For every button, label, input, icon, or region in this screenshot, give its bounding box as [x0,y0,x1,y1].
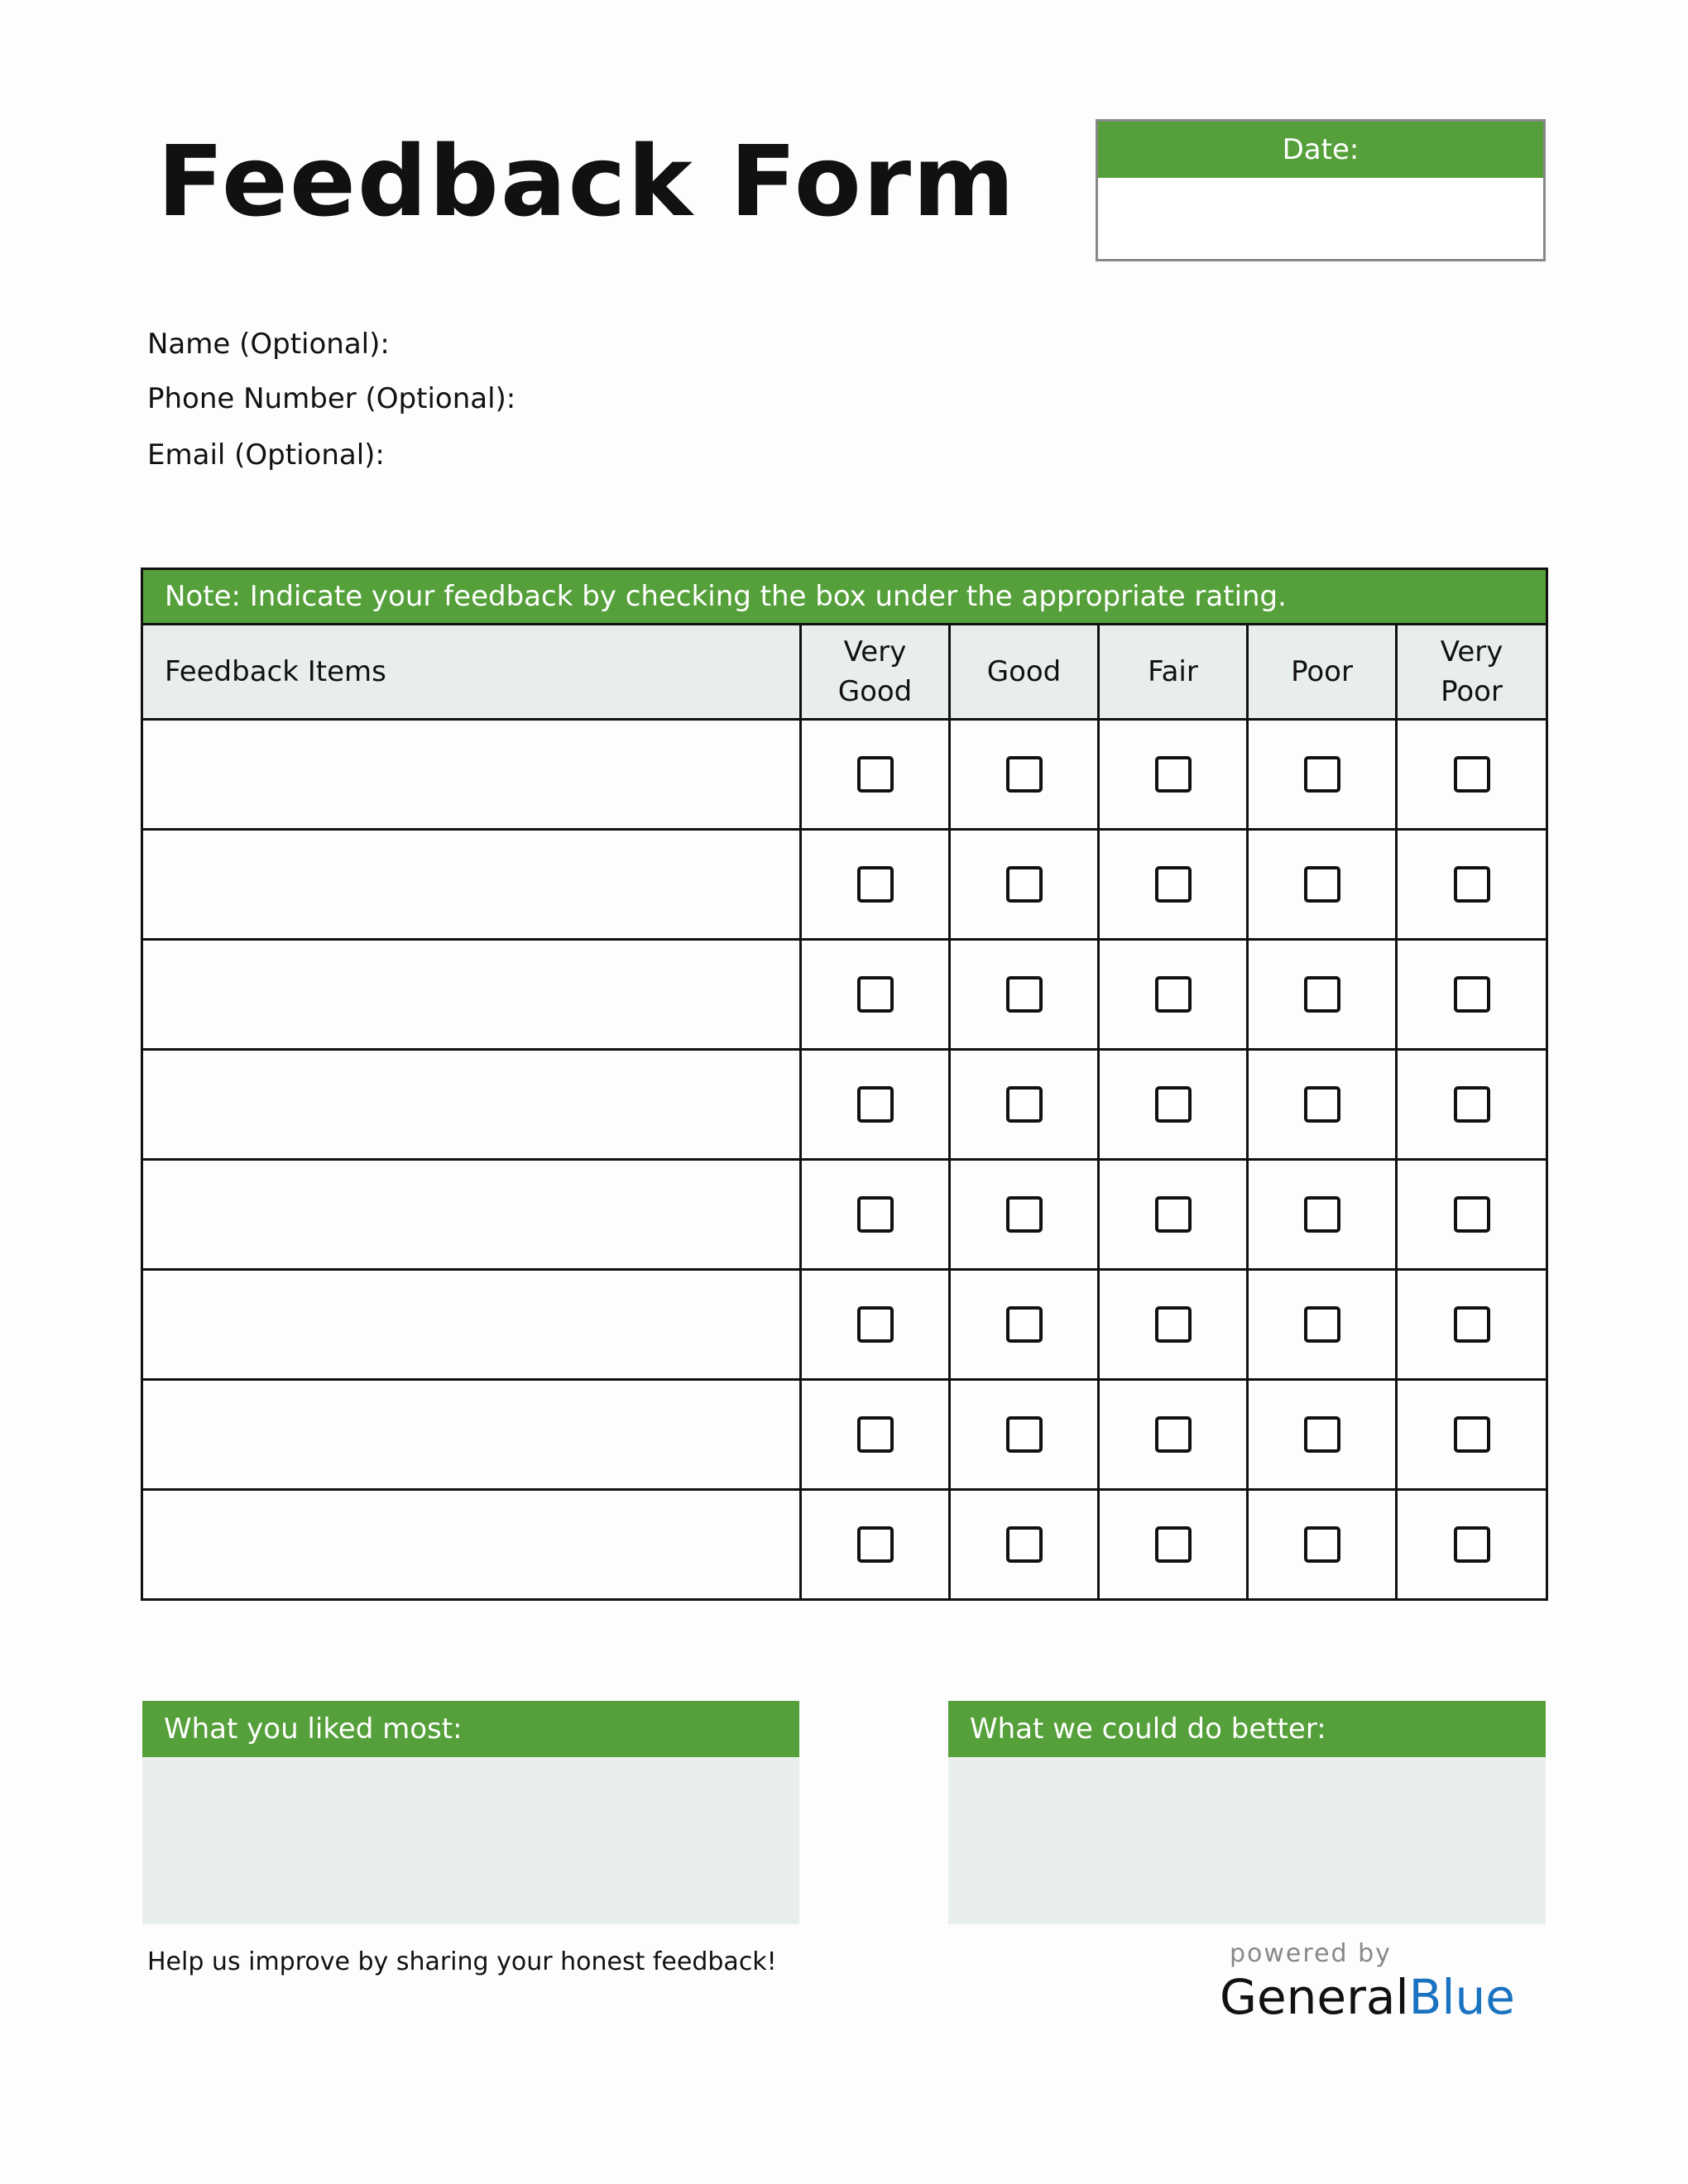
brand-blue: Blue [1408,1969,1515,2025]
checkbox-fair[interactable] [1155,1526,1192,1563]
phone-field-label: Phone Number (Optional): [147,382,516,415]
table-row [142,940,1547,1050]
rating-cell [950,830,1099,940]
feedback-item-cell[interactable] [142,940,801,1050]
rating-table [141,568,1548,1601]
rating-header-line: Good [837,675,913,708]
rating-cell [1248,1050,1397,1160]
rating-cell [950,1380,1099,1490]
checkbox-very-poor[interactable] [1454,1306,1490,1343]
checkbox-very-poor[interactable] [1454,756,1490,793]
rating-cell [801,720,950,830]
table-row [142,1490,1547,1600]
checkbox-good[interactable] [1006,1306,1043,1343]
table-note: Note: Indicate your feedback by checking the box under the appropriate rating. [142,569,1547,625]
checkbox-poor[interactable] [1304,976,1340,1013]
rating-cell [1099,830,1248,940]
rating-cell [1248,940,1397,1050]
checkbox-very-poor[interactable] [1454,1416,1490,1453]
rating-header-poor [1248,625,1397,720]
do-better-input[interactable] [948,1757,1546,1924]
rating-header-very-good [801,625,950,720]
brand-logo [1220,1969,1515,2025]
rating-cell [1248,830,1397,940]
rating-cell [1397,1490,1547,1600]
checkbox-good[interactable] [1006,1416,1043,1453]
rating-cell [801,940,950,1050]
rating-cell [1099,1050,1248,1160]
rating-header-line: Fair [1148,655,1198,688]
rating-cell [1248,1160,1397,1270]
feedback-rows [142,720,1547,1600]
rating-cell [950,1160,1099,1270]
table-row [142,1380,1547,1490]
feedback-item-cell[interactable] [142,720,801,830]
date-input-area[interactable] [1098,178,1543,259]
rating-cell [1397,1160,1547,1270]
checkbox-poor[interactable] [1304,1416,1340,1453]
rating-cell [1099,720,1248,830]
checkbox-very-good[interactable] [857,1306,894,1343]
feedback-item-cell[interactable] [142,1270,801,1380]
rating-cell [1099,1160,1248,1270]
checkbox-fair[interactable] [1155,1196,1192,1233]
feedback-item-cell[interactable] [142,1490,801,1600]
rating-cell [1248,1270,1397,1380]
checkbox-very-poor[interactable] [1454,1196,1490,1233]
liked-most-label: What you liked most: [142,1701,799,1757]
checkbox-good[interactable] [1006,1196,1043,1233]
rating-cell [1099,1380,1248,1490]
checkbox-good[interactable] [1006,976,1043,1013]
checkbox-poor[interactable] [1304,756,1340,793]
checkbox-very-good[interactable] [857,756,894,793]
rating-header-fair [1099,625,1248,720]
checkbox-fair[interactable] [1155,1086,1192,1123]
rating-header-very-poor [1397,625,1547,720]
checkbox-fair[interactable] [1155,976,1192,1013]
rating-cell [1248,1490,1397,1600]
rating-cell [801,1160,950,1270]
do-better-label: What we could do better: [948,1701,1546,1757]
checkbox-poor[interactable] [1304,1086,1340,1123]
rating-cell [1397,720,1547,830]
table-row [142,830,1547,940]
checkbox-very-good[interactable] [857,976,894,1013]
checkbox-very-good[interactable] [857,1196,894,1233]
rating-header-line: Poor [1291,655,1353,688]
checkbox-good[interactable] [1006,1526,1043,1563]
rating-cell [801,830,950,940]
checkbox-very-poor[interactable] [1454,1086,1490,1123]
rating-cell [950,1270,1099,1380]
checkbox-fair[interactable] [1155,1306,1192,1343]
rating-cell [1099,1270,1248,1380]
rating-cell [950,940,1099,1050]
feedback-items-header: Feedback Items [142,625,801,720]
checkbox-very-good[interactable] [857,1416,894,1453]
powered-by-text: powered by [1230,1939,1392,1968]
rating-cell [1397,940,1547,1050]
rating-cell [1397,1380,1547,1490]
liked-most-input[interactable] [142,1757,799,1924]
rating-cell [801,1270,950,1380]
checkbox-fair[interactable] [1155,866,1192,903]
rating-header-line: Poor [1441,675,1503,708]
rating-header-line: Very [843,635,907,668]
table-row [142,1160,1547,1270]
checkbox-fair[interactable] [1155,1416,1192,1453]
page-title: Feedback Form [157,124,1016,238]
checkbox-very-good[interactable] [857,1086,894,1123]
checkbox-poor[interactable] [1304,1306,1340,1343]
date-label: Date: [1098,122,1543,178]
footer-note: Help us improve by sharing your honest feedback! [147,1947,777,1976]
feedback-item-cell[interactable] [142,830,801,940]
checkbox-very-good[interactable] [857,866,894,903]
checkbox-good[interactable] [1006,866,1043,903]
checkbox-poor[interactable] [1304,1196,1340,1233]
rating-cell [1248,720,1397,830]
rating-cell [1099,1490,1248,1600]
rating-cell [801,1380,950,1490]
checkbox-very-poor[interactable] [1454,1526,1490,1563]
feedback-item-cell[interactable] [142,1050,801,1160]
table-row [142,1050,1547,1160]
checkbox-fair[interactable] [1155,756,1192,793]
checkbox-poor[interactable] [1304,866,1340,903]
rating-header-line: Good [986,655,1062,688]
rating-header-good [950,625,1099,720]
checkbox-very-poor[interactable] [1454,866,1490,903]
feedback-item-cell[interactable] [142,1160,801,1270]
feedback-item-cell[interactable] [142,1380,801,1490]
checkbox-very-poor[interactable] [1454,976,1490,1013]
date-box [1096,119,1546,261]
checkbox-poor[interactable] [1304,1526,1340,1563]
rating-cell [1397,830,1547,940]
checkbox-good[interactable] [1006,756,1043,793]
rating-cell [1248,1380,1397,1490]
rating-cell [950,720,1099,830]
rating-cell [950,1490,1099,1600]
rating-cell [801,1490,950,1600]
rating-header-line: Very [1440,635,1503,668]
rating-cell [950,1050,1099,1160]
rating-cell [1099,940,1248,1050]
rating-cell [1397,1270,1547,1380]
table-row [142,1270,1547,1380]
liked-most-panel [142,1701,799,1924]
rating-cell [801,1050,950,1160]
checkbox-good[interactable] [1006,1086,1043,1123]
checkbox-very-good[interactable] [857,1526,894,1563]
email-field-label: Email (Optional): [147,438,385,472]
brand-general: General [1220,1969,1409,2025]
rating-cell [1397,1050,1547,1160]
table-row [142,720,1547,830]
do-better-panel [948,1701,1546,1924]
name-field-label: Name (Optional): [147,328,390,361]
